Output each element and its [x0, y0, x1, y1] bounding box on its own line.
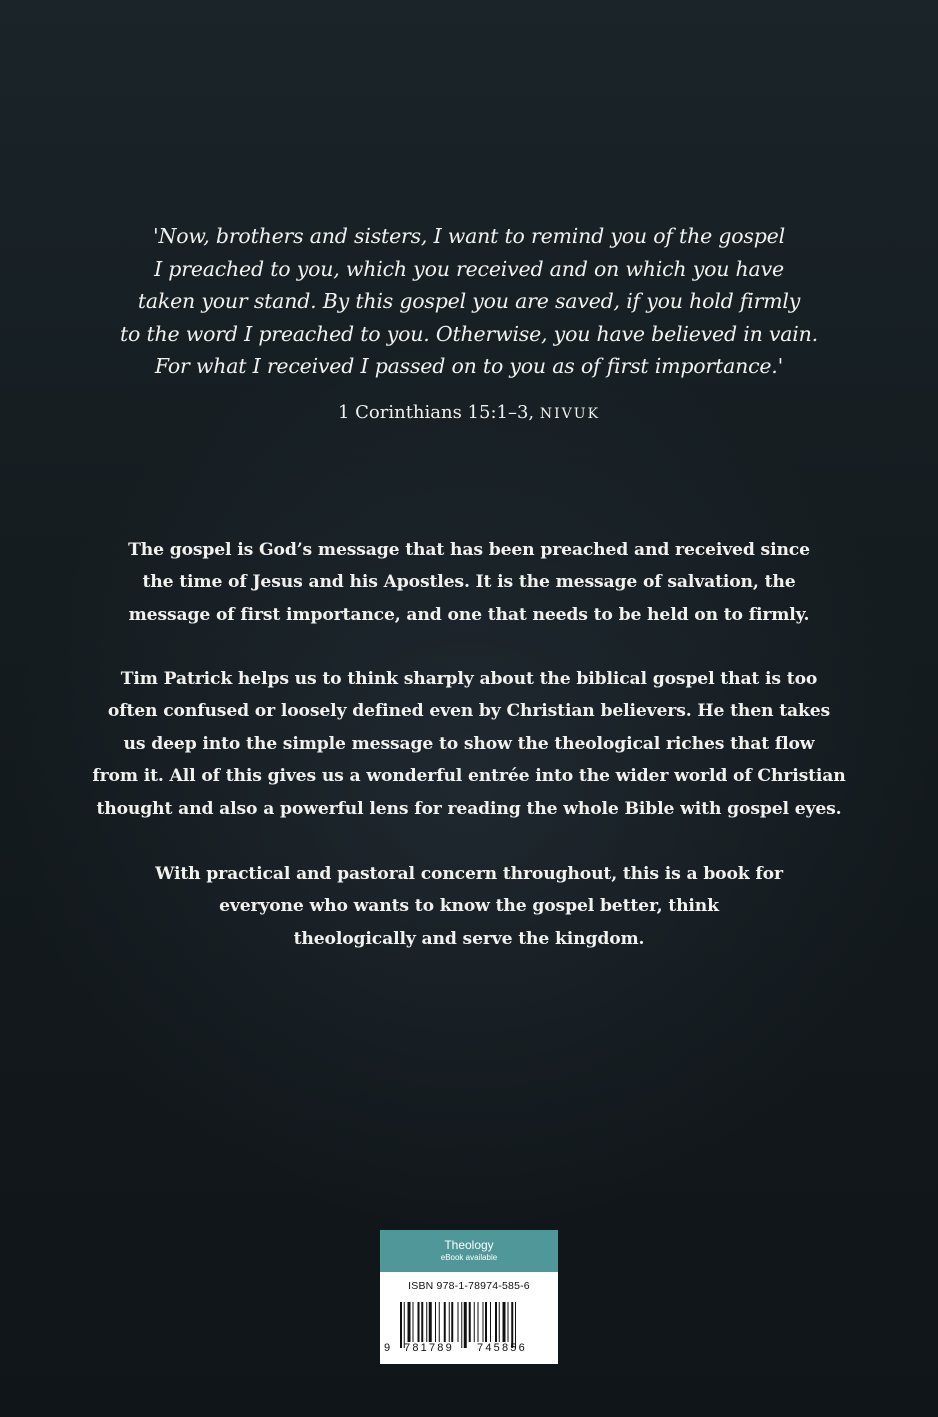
blurb-line: Tim Patrick helps us to think sharply about the biblical gospel that is too: [120, 669, 818, 689]
blurb-line: The gospel is God’s message that has been preached and received since: [128, 540, 810, 560]
blurb-line: often confused or loosely defined even by Christian believers. He then takes: [107, 701, 831, 722]
quote-citation: [0, 401, 938, 426]
barcode-digits-left: 781789: [404, 1342, 454, 1354]
isbn-text: ISBN 978-1-78974-585-6: [408, 1280, 530, 1292]
blurb-paragraph-2: [0, 663, 938, 825]
blurb-line: everyone who wants to know the gospel better, think: [219, 896, 719, 917]
quote-line: taken your stand. By this gospel you are saved, if you hold firmly: [137, 289, 801, 314]
quote-line: For what I received I passed on to you as of first importance.': [154, 354, 784, 379]
genre-band: [380, 1230, 558, 1272]
quote-line: to the word I preached to you. Otherwise, you have believed in vain.: [120, 321, 818, 346]
citation-version: NIVUK: [539, 405, 601, 422]
blurb-line: from it. All of this gives us a wonderful entrée into the wider world of Christian: [92, 766, 846, 787]
citation-reference: 1 Corinthians 15:1–3,: [337, 401, 540, 423]
blurb-line: message of first importance, and one that needs to be held on to firmly.: [128, 604, 810, 625]
ebook-note: eBook available: [440, 1253, 498, 1262]
quote-line: 'Now, brothers and sisters, I want to remind you of the gospel: [153, 224, 785, 248]
blurb-paragraph-1: [0, 534, 938, 631]
quote-line: I preached to you, which you received and on which you have: [154, 256, 784, 281]
blurb-line: theologically and serve the kingdom.: [293, 928, 645, 949]
blurb-line: the time of Jesus and his Apostles. It is the message of salvation, the: [142, 572, 796, 593]
blurb-paragraph-3: [0, 858, 938, 955]
barcode-digit-lead: 9: [384, 1342, 391, 1354]
genre-label: Theology: [444, 1238, 494, 1252]
barcode-digits-right: 745856: [477, 1342, 527, 1354]
scripture-quote: [0, 220, 938, 426]
barcode-panel: [380, 1230, 558, 1364]
blurb-line: thought and also a powerful lens for reading the whole Bible with gospel eyes.: [96, 798, 842, 819]
blurb-line: us deep into the simple message to show the theological riches that flow: [123, 733, 815, 754]
blurb-line: With practical and pastoral concern throughout, this is a book for: [155, 864, 783, 884]
